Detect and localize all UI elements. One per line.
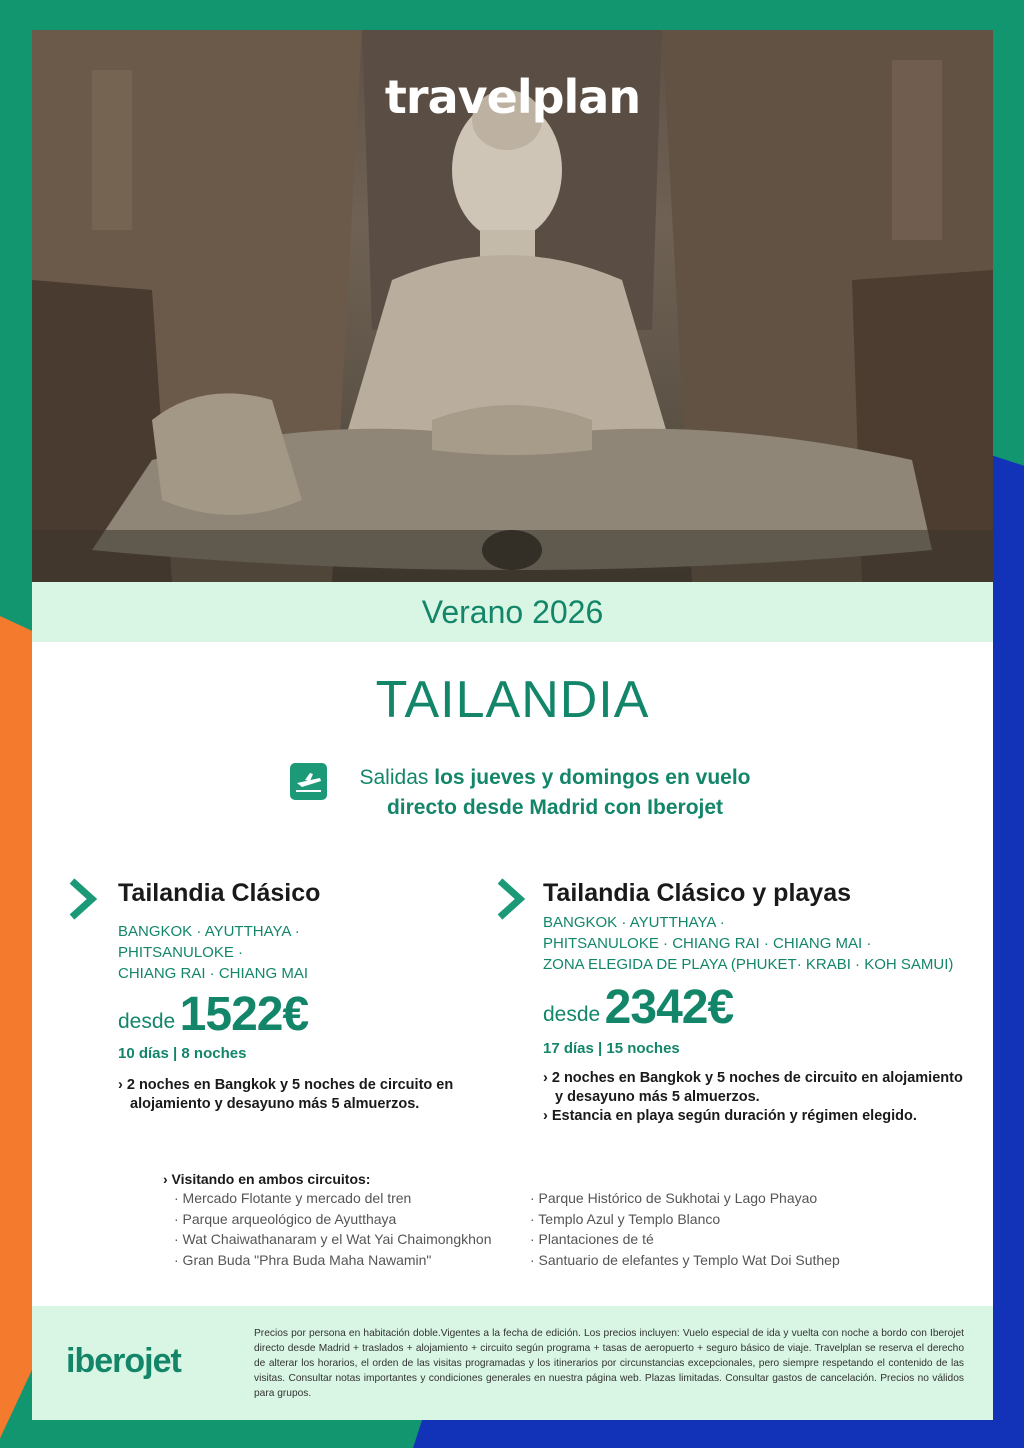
city-line: PHITSANULOKE · — [118, 944, 244, 961]
city-line: CHIANG RAI · CHIANG MAI — [118, 965, 309, 982]
note-item: › 2 noches en Bangkok y 5 noches de circuito en alojamiento y desayuno más 5 almuerzos. — [118, 1077, 454, 1112]
flight-description — [335, 763, 775, 823]
program-cities — [118, 921, 308, 984]
flight-prefix: Salidas — [359, 766, 429, 789]
program-duration: 17 días | 15 noches — [543, 1040, 680, 1057]
visit-item: · Santuario de elefantes y Templo Wat Doi Suthep — [530, 1251, 840, 1268]
flight-route: directo desde Madrid con Iberojet — [386, 796, 724, 819]
visit-item: · Parque arqueológico de Ayutthaya — [174, 1210, 397, 1227]
city-line: BANGKOK · AYUTTHAYA · — [118, 923, 300, 940]
visits-list-right — [530, 1188, 840, 1270]
flight-days: los jueves y domingos en vuelo — [434, 766, 751, 789]
price-amount: 1522€ — [179, 988, 309, 1041]
program-notes — [118, 1076, 468, 1114]
program-cities — [543, 912, 953, 975]
program-duration: 10 días | 8 noches — [118, 1045, 247, 1062]
program-card-playas — [496, 875, 976, 1145]
season-label: Verano 2026 — [32, 582, 993, 642]
brochure-card — [32, 30, 993, 1420]
destination-title: TAILANDIA — [375, 671, 650, 729]
visit-item: · Wat Chaiwathanaram y el Wat Yai Chaimongkhon — [174, 1231, 492, 1247]
note-item: › Estancia en playa según duración y régimen elegido. — [543, 1108, 917, 1124]
price-prefix: desde — [118, 1010, 176, 1033]
program-price — [543, 980, 733, 1035]
visits-list-left — [174, 1188, 491, 1270]
legal-text: Precios por persona en habitación doble.Vigentes a la fecha de edición. Los precios incluyen: Vuelo especial de ida y vuelta con noche a bordo con Iberojet directo desde Madrid + traslados + alojamiento + circuito según programa + tasas de aeropuerto + seguro básico de viaje. Travelplan se reserva el derecho de alterar los horarios, el orden de las visitas programadas y los itinerarios por circunstancias excepcionales, pero siempre respetando el contenido de las visitas. Consultar notas importantes y condiciones generales en nuestra página web. Plazas limitadas. Consultar gastos de cancelación. Precios no válidos para grupos. — [254, 1328, 964, 1399]
city-line: BANGKOK · AYUTTHAYA · — [543, 914, 725, 931]
chevron-right-icon — [496, 877, 526, 921]
hero-photo — [32, 30, 993, 582]
visits-heading: › Visitando en ambos circuitos: — [163, 1171, 371, 1187]
iberojet-logo: iberojet — [66, 1342, 181, 1380]
program-card-clasico — [68, 875, 488, 1145]
price-amount: 2342€ — [604, 981, 734, 1034]
program-price — [118, 987, 308, 1042]
airplane-icon — [290, 763, 327, 800]
footer — [32, 1306, 993, 1420]
program-name: Tailandia Clásico y playas — [543, 879, 852, 907]
program-notes — [543, 1069, 968, 1126]
travelplan-logo: travelplan — [384, 70, 641, 124]
visit-item: · Templo Azul y Templo Blanco — [530, 1210, 721, 1227]
city-line: PHITSANULOKE · CHIANG RAI · CHIANG MAI · — [543, 935, 872, 952]
visit-item: · Plantaciones de té — [530, 1231, 654, 1247]
chevron-right-icon — [68, 877, 98, 921]
visit-item: · Gran Buda "Phra Buda Maha Nawamin" — [174, 1251, 432, 1268]
visit-item: · Parque Histórico de Sukhotai y Lago Phayao — [530, 1190, 818, 1206]
visit-item: · Mercado Flotante y mercado del tren — [174, 1190, 412, 1206]
note-item: › 2 noches en Bangkok y 5 noches de circuito en alojamiento y desayuno más 5 almuerzos. — [543, 1070, 963, 1105]
price-prefix: desde — [543, 1003, 601, 1026]
city-line: ZONA ELEGIDA DE PLAYA (PHUKET· KRABI · KOH SAMUI) — [543, 956, 954, 973]
program-name: Tailandia Clásico — [118, 879, 321, 907]
